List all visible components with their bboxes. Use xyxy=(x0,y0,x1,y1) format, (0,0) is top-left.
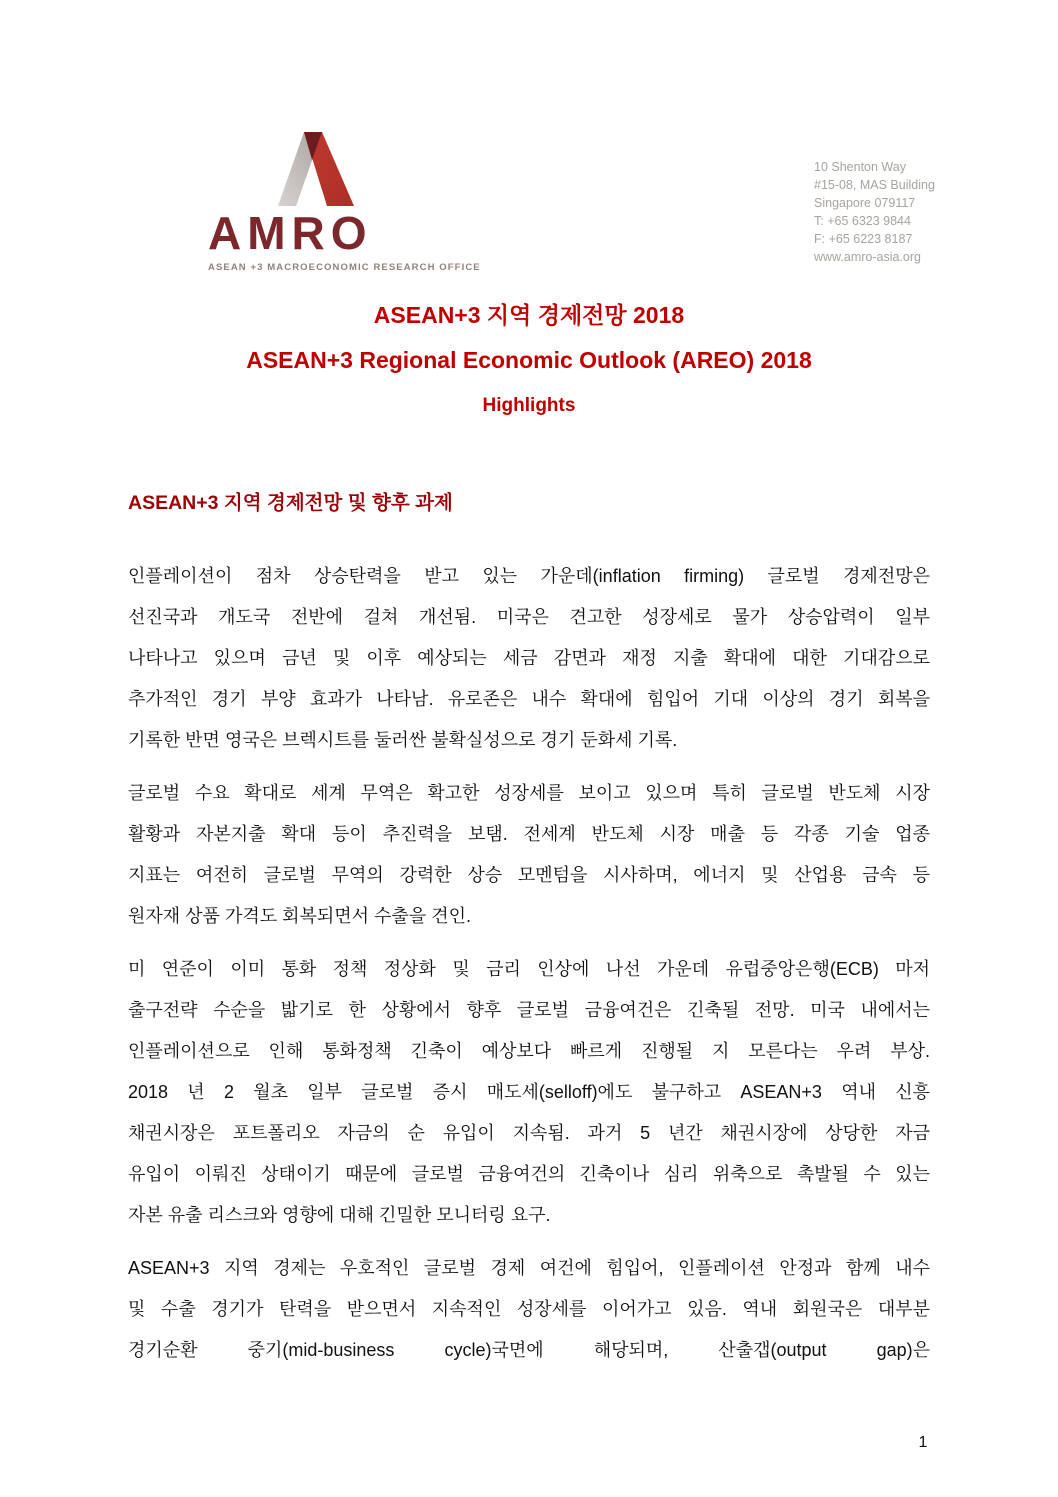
paragraph-line: ASEAN+3 지역 경제는 우호적인 글로벌 경제 여건에 힘입어, 인플레이션 안정과 함께 내수 xyxy=(128,1258,930,1278)
paragraph-line: 및 수출 경기가 탄력을 받으면서 지속적인 성장세를 이어가고 있음. 역내 회원국은 대부분 xyxy=(128,1299,930,1319)
contact-address-line: Singapore 079117 xyxy=(814,196,916,210)
title-korean: ASEAN+3 지역 경제전망 2018 xyxy=(373,302,685,328)
document-body xyxy=(128,490,930,1383)
contact-phone: T: +65 6323 9844 xyxy=(814,214,911,228)
contact-website: www.amro-asia.org xyxy=(814,250,921,264)
paragraph-line: 출구전략 수순을 밟기로 한 상황에서 향후 글로벌 금융여건은 긴축될 전망. 미국 내에서는 xyxy=(128,1000,930,1020)
paragraph-line: 나타나고 있으며 금년 및 이후 예상되는 세금 감면과 재정 지출 확대에 대한 기대감으로 xyxy=(128,648,930,668)
paragraph-line: 인플레이션으로 인해 통화정책 긴축이 예상보다 빠르게 진행될 지 모른다는 우려 부상. xyxy=(128,1041,930,1061)
paragraph-line: 기록한 반면 영국은 브렉시트를 둘러싼 불확실성으로 경기 둔화세 기록. xyxy=(128,730,678,750)
paragraph-line: 지표는 여전히 글로벌 무역의 강력한 상승 모멘텀을 시사하며, 에너지 및 산업용 금속 등 xyxy=(128,865,930,885)
paragraph-line: 글로벌 수요 확대로 세계 무역은 확고한 성장세를 보이고 있으며 특히 글로벌 반도체 시장 xyxy=(128,783,930,803)
amro-logo-subtitle: ASEAN +3 MACROECONOMIC RESEARCH OFFICE xyxy=(208,262,481,273)
paragraph xyxy=(128,556,930,761)
paragraph-line: 2018 년 2 월초 일부 글로벌 증시 매도세(selloff)에도 불구하고 ASEAN+3 역내 신흥 xyxy=(128,1082,930,1102)
paragraph xyxy=(128,773,930,937)
paragraph-line: 활황과 자본지출 확대 등이 추진력을 보탬. 전세계 반도체 시장 매출 등 각종 기술 업종 xyxy=(128,824,930,844)
amro-triangle-logo-icon xyxy=(256,126,376,212)
contact-fax: F: +65 6223 8187 xyxy=(814,232,913,246)
contact-address-line: #15-08, MAS Building xyxy=(814,178,935,192)
paragraph xyxy=(128,1248,930,1371)
title-highlights: Highlights xyxy=(482,395,576,416)
paragraph-line: 유입이 이뤄진 상태이기 때문에 글로벌 금융여건의 긴축이나 심리 위축으로 촉발될 수 있는 xyxy=(128,1164,930,1184)
paragraph-line: 자본 유출 리스크와 영향에 대해 긴밀한 모니터링 요구. xyxy=(128,1205,551,1225)
contact-block xyxy=(814,158,1034,266)
paragraph-line: 채권시장은 포트폴리오 자금의 순 유입이 지속됨. 과거 5 년간 채권시장에 상당한 자금 xyxy=(128,1123,930,1143)
page-number: 1 xyxy=(918,1434,928,1451)
section-heading: ASEAN+3 지역 경제전망 및 향후 과제 xyxy=(128,492,453,514)
paragraph-line: 선진국과 개도국 전반에 걸쳐 개선됨. 미국은 견고한 성장세로 물가 상승압력이 일부 xyxy=(128,607,930,627)
paragraph xyxy=(128,949,930,1236)
title-english: ASEAN+3 Regional Economic Outlook (AREO) 2018 xyxy=(246,347,812,373)
contact-address-line: 10 Shenton Way xyxy=(814,160,906,174)
amro-logo xyxy=(208,126,481,273)
paragraph-line: 경기순환 중기(mid-business cycle)국면에 해당되며, 산출갭(output gap)은 xyxy=(128,1340,930,1360)
paragraph-line: 인플레이션이 점차 상승탄력을 받고 있는 가운데(inflation firming) 글로벌 경제전망은 xyxy=(128,566,930,586)
document-title-block xyxy=(0,293,1058,428)
amro-logo-wordmark: AMRO xyxy=(208,207,373,259)
paragraph-line: 원자재 상품 가격도 회복되면서 수출을 견인. xyxy=(128,906,471,926)
paragraph-line: 미 연준이 이미 통화 정책 정상화 및 금리 인상에 나선 가운데 유럽중앙은행(ECB) 마저 xyxy=(128,959,930,979)
paragraph-line: 추가적인 경기 부양 효과가 나타남. 유로존은 내수 확대에 힘입어 기대 이상의 경기 회복을 xyxy=(128,689,930,709)
